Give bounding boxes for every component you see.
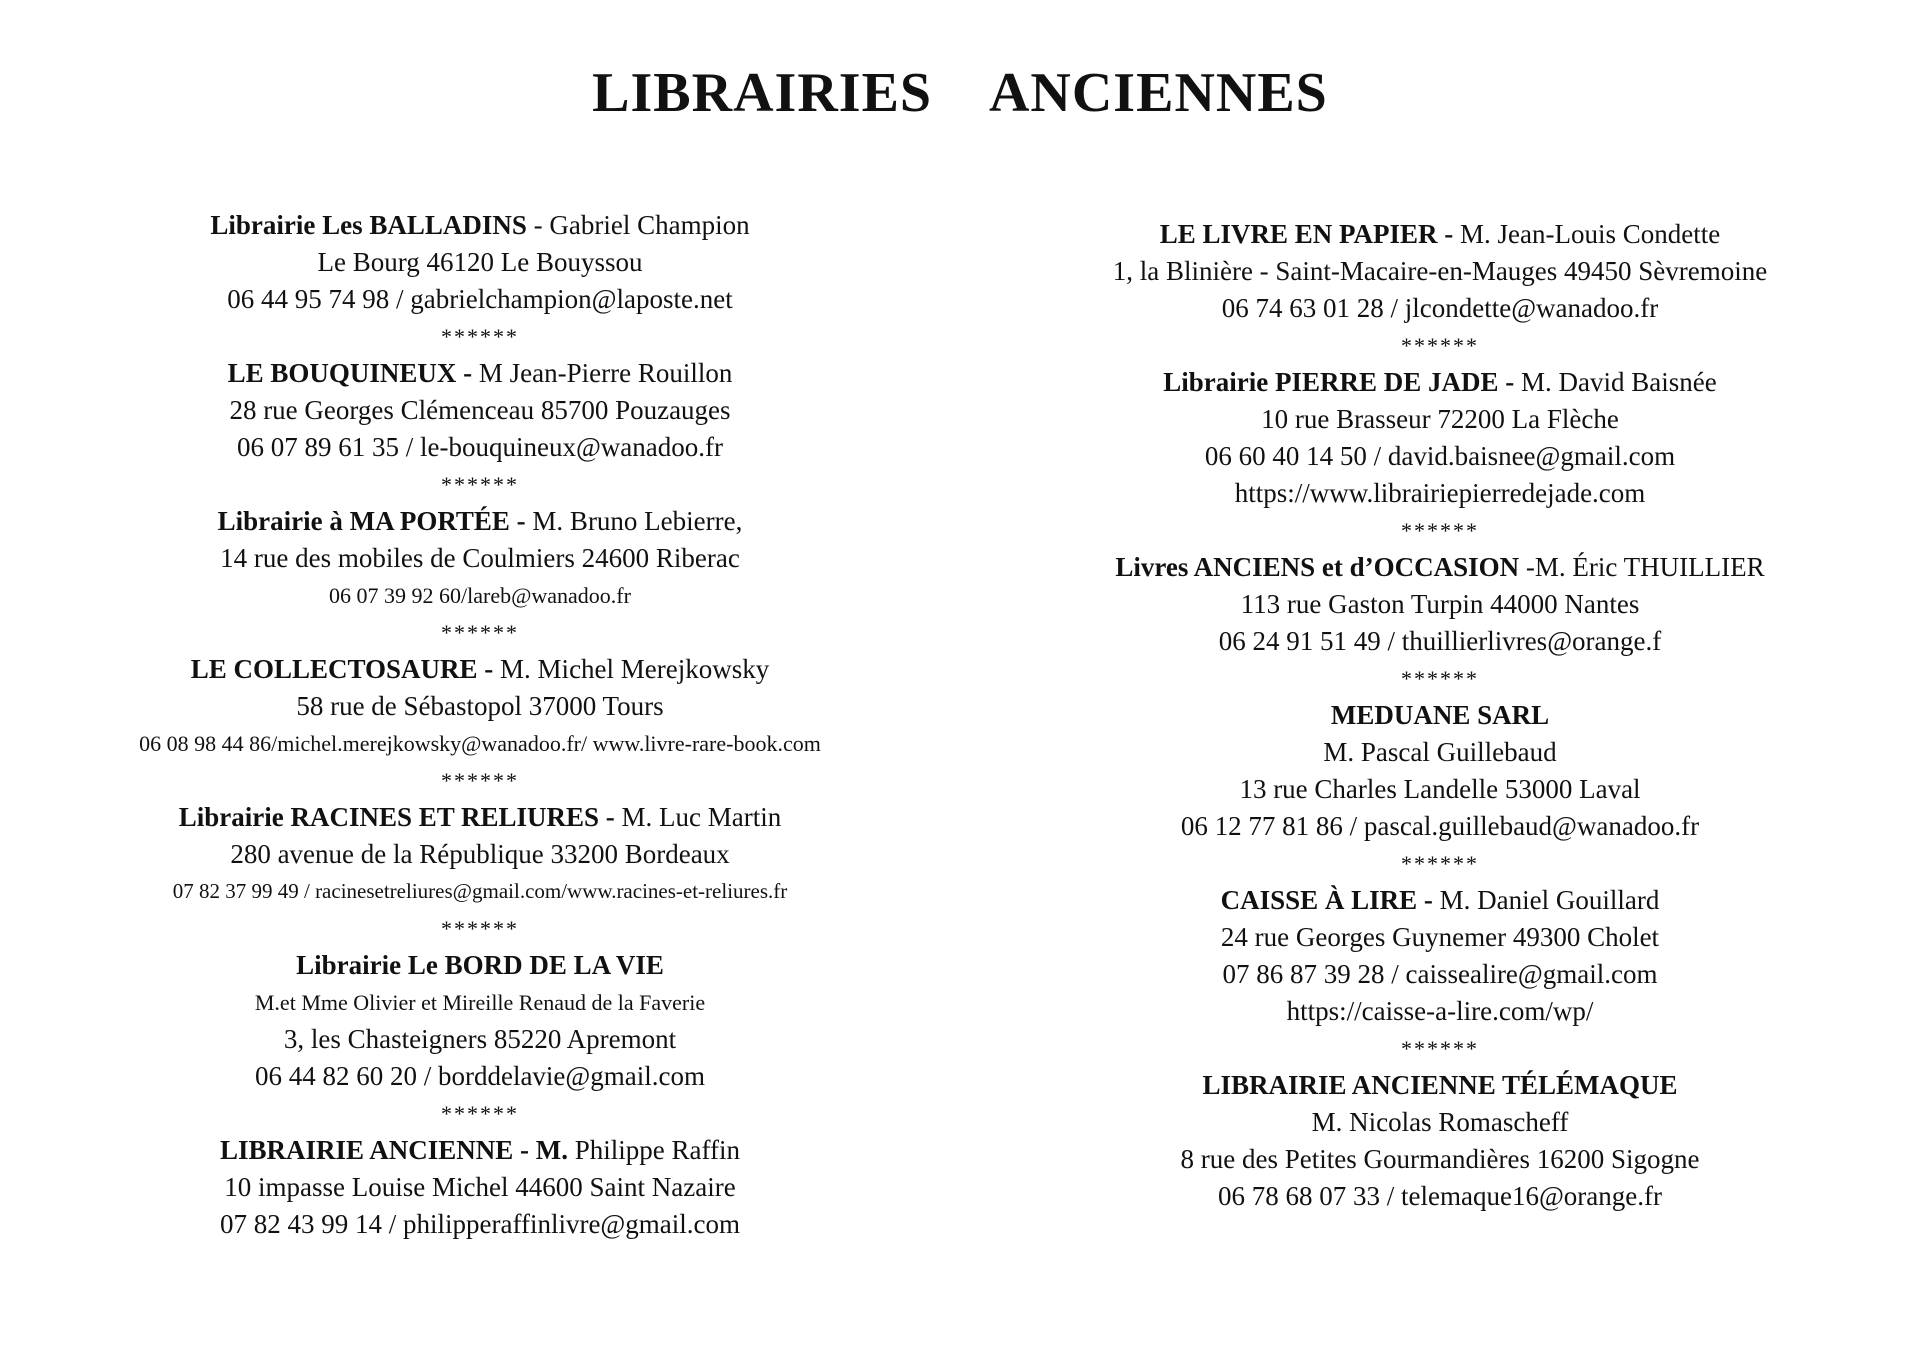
bookshop-address: 28 rue Georges Clémenceau 85700 Pouzauges [229, 395, 731, 425]
bookshop-contact: M. Luc Martin [621, 802, 782, 832]
bookshop-name: LE LIVRE EN PAPIER - [1159, 219, 1461, 249]
bookshop-contact: M. Bruno Lebierre, [532, 506, 743, 536]
page-title: LIBRAIRIES ANCIENNES [592, 62, 1328, 124]
bookshop-contact: M Jean-Pierre Rouillon [478, 358, 733, 388]
bookshop-heading [1000, 882, 1880, 919]
bookshop-address: 10 impasse Louise Michel 44600 Saint Nazaire [224, 1172, 736, 1202]
bookshop-name: LIBRAIRIE ANCIENNE - [219, 1135, 536, 1165]
entry-separator: ****** [441, 768, 519, 793]
bookshop-entry [40, 799, 920, 910]
bookshop-heading [40, 503, 920, 540]
bookshop-name: LE COLLECTOSAURE - [190, 654, 501, 684]
bookshop-heading [1000, 216, 1880, 253]
entry-separator: ****** [1401, 333, 1479, 358]
bookshop-entry [1000, 364, 1880, 512]
bookshop-entry [40, 355, 920, 466]
bookshop-phone-email[interactable]: 07 82 37 99 49 / racinesetreliures@gmail.com/www.racines-et-reliures.fr [172, 879, 788, 903]
bookshop-contact: - Gabriel Champion [533, 210, 750, 240]
bookshop-name: LIBRAIRIE ANCIENNE TÉLÉMAQUE [1202, 1070, 1678, 1100]
bookshop-persons: M. Nicolas Romascheff [1311, 1107, 1569, 1137]
bookshop-heading [40, 207, 920, 244]
bookshop-website-link[interactable]: https://caisse-a-lire.com/wp/ [1286, 996, 1594, 1026]
entry-separator: ****** [1401, 1036, 1479, 1061]
bookshop-entry [1000, 549, 1880, 660]
bookshop-name: Librairie PIERRE DE JADE - [1163, 367, 1522, 397]
bookshop-phone-email[interactable]: 06 44 82 60 20 / borddelavie@gmail.com [254, 1061, 706, 1091]
bookshop-heading [40, 947, 920, 984]
bookshop-entry [40, 207, 920, 318]
bookshop-heading [40, 799, 920, 836]
bookshop-phone-email[interactable]: 06 07 39 92 60/lareb@wanadoo.fr [329, 583, 631, 608]
bookshop-contact: M. Daniel Gouillard [1439, 885, 1660, 915]
bookshop-name: LE BOUQUINEUX - [227, 358, 479, 388]
bookshop-entry [40, 651, 920, 762]
bookshop-phone-email[interactable]: 06 08 98 44 86/michel.merejkowsky@wanadoo.fr/ www.livre-rare-book.com [139, 731, 821, 756]
bookshop-address: 113 rue Gaston Turpin 44000 Nantes [1240, 589, 1640, 619]
bookshop-heading [1000, 549, 1880, 586]
bookshop-contact: M. David Baisnée [1521, 367, 1717, 397]
bookshop-contact: -M. Éric THUILLIER [1525, 552, 1765, 582]
bookshop-entry [1000, 216, 1880, 327]
entry-separator: ****** [441, 916, 519, 941]
bookshop-address: 13 rue Charles Landelle 53000 Laval [1239, 774, 1641, 804]
bookshop-heading [1000, 1067, 1880, 1104]
bookshop-contact: M. Jean-Louis Condette [1460, 219, 1721, 249]
entry-separator: ****** [1401, 666, 1479, 691]
bookshop-name: Livres ANCIENS et d’OCCASION [1115, 552, 1526, 582]
bookshop-phone-email[interactable]: 07 86 87 39 28 / caissealire@gmail.com [1222, 959, 1658, 989]
bookshop-persons: M.et Mme Olivier et Mireille Renaud de la Faverie [254, 990, 706, 1015]
bookshop-name: Librairie Le BORD DE LA VIE [296, 950, 664, 980]
bookshop-phone-email[interactable]: 06 78 68 07 33 / telemaque16@orange.fr [1218, 1181, 1662, 1211]
bookshop-heading [40, 1132, 920, 1169]
bookshop-phone-email[interactable]: 06 12 77 81 86 / pascal.guillebaud@wanadoo.fr [1180, 811, 1700, 841]
bookshop-persons: M. Pascal Guillebaud [1323, 737, 1557, 767]
bookshop-address: 14 rue des mobiles de Coulmiers 24600 Riberac [220, 543, 740, 573]
entry-separator: ****** [441, 324, 519, 349]
bookshop-website-link[interactable]: https://www.librairiepierredejade.com [1234, 478, 1646, 508]
entry-separator: ****** [441, 620, 519, 645]
bookshop-heading [1000, 364, 1880, 401]
bookshop-address: 8 rue des Petites Gourmandières 16200 Sigogne [1180, 1144, 1700, 1174]
bookshop-phone-email[interactable]: 06 44 95 74 98 / gabrielchampion@laposte.net [227, 284, 733, 314]
bookshop-name-tail: M. [535, 1135, 575, 1165]
bookshop-name: CAISSE À LIRE - [1220, 885, 1440, 915]
bookshop-contact: M. Michel Merejkowsky [500, 654, 770, 684]
bookshop-address: 58 rue de Sébastopol 37000 Tours [296, 691, 664, 721]
bookshop-address: 24 rue Georges Guynemer 49300 Cholet [1220, 922, 1660, 952]
bookshop-heading [1000, 697, 1880, 734]
bookshop-entry [1000, 697, 1880, 845]
bookshop-address: Le Bourg 46120 Le Bouyssou [317, 247, 643, 277]
bookshop-entry [40, 1132, 920, 1243]
entry-separator: ****** [1401, 851, 1479, 876]
bookshop-address: 1, la Blinière - Saint-Macaire-en-Mauges 49450 Sèvremoine [1112, 256, 1768, 286]
bookshop-name: Librairie Les BALLADINS [210, 210, 534, 240]
bookshop-phone-email[interactable]: 06 24 91 51 49 / thuillierlivres@orange.f [1218, 626, 1662, 656]
bookshop-address: 10 rue Brasseur 72200 La Flèche [1261, 404, 1619, 434]
right-column [1000, 216, 1880, 1215]
bookshop-phone-email[interactable]: 06 60 40 14 50 / david.baisnee@gmail.com [1204, 441, 1676, 471]
bookshop-entry [1000, 1067, 1880, 1215]
bookshop-name: Librairie RACINES ET RELIURES - [178, 802, 622, 832]
bookshop-phone-email[interactable]: 06 74 63 01 28 / jlcondette@wanadoo.fr [1221, 293, 1659, 323]
bookshop-heading [40, 355, 920, 392]
bookshop-address: 280 avenue de la République 33200 Bordeaux [230, 839, 730, 869]
bookshop-entry [40, 503, 920, 614]
bookshop-entry [40, 947, 920, 1095]
bookshop-name: Librairie à MA PORTÉE - [217, 506, 533, 536]
entry-separator: ****** [441, 1101, 519, 1126]
entry-separator: ****** [441, 472, 519, 497]
left-column [40, 207, 920, 1243]
entry-separator: ****** [1401, 518, 1479, 543]
bookshop-contact: Philippe Raffin [574, 1135, 741, 1165]
bookshop-heading [40, 651, 920, 688]
bookshop-address: 3, les Chasteigners 85220 Apremont [283, 1024, 677, 1054]
bookshop-phone-email[interactable]: 07 82 43 99 14 / philipperaffinlivre@gmail.com [219, 1209, 741, 1239]
bookshop-name: MEDUANE SARL [1330, 700, 1550, 730]
bookshop-entry [1000, 882, 1880, 1030]
bookshop-phone-email[interactable]: 06 07 89 61 35 / le-bouquineux@wanadoo.fr [236, 432, 724, 462]
